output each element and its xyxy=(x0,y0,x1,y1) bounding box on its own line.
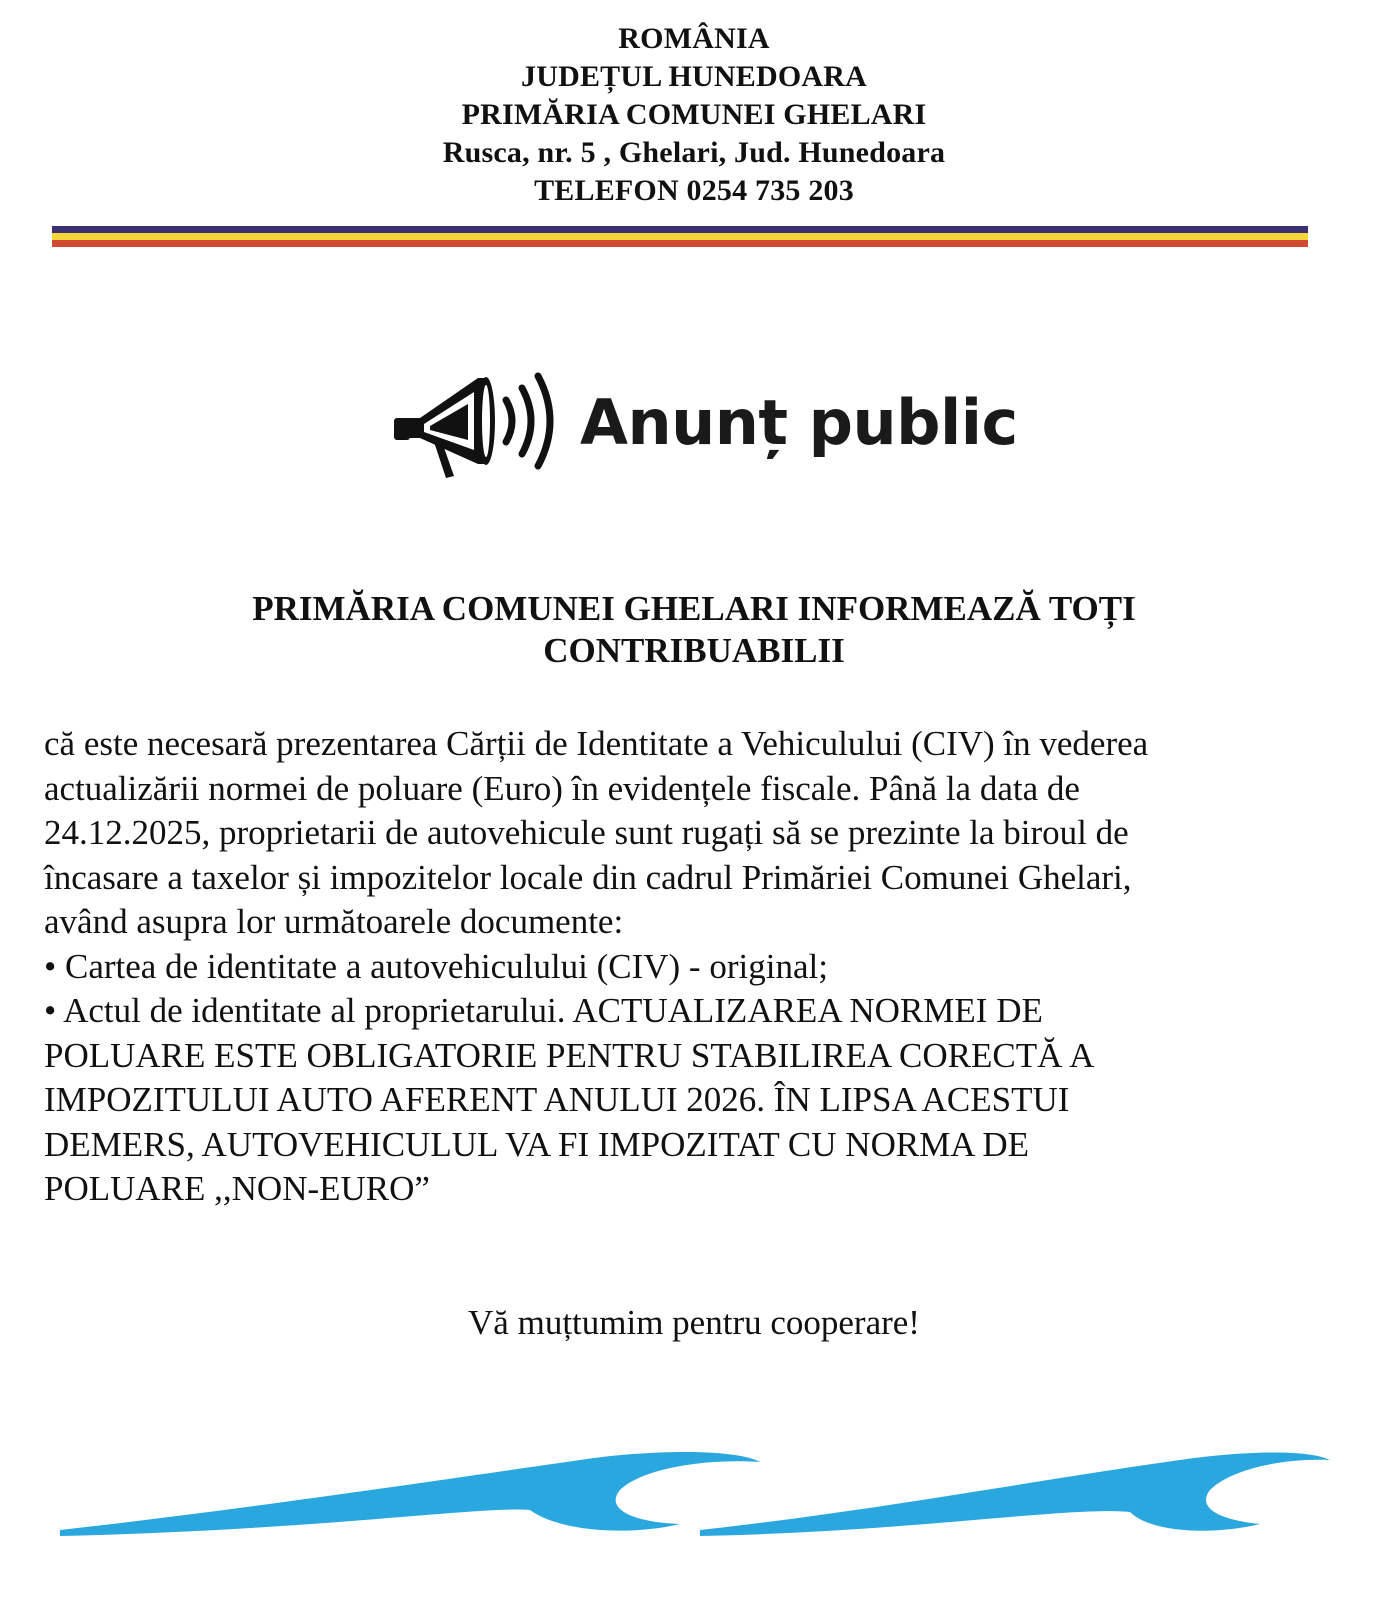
body-line: încasare a taxelor și impozitelor locale din cadrul Primăriei Comunei Ghelari, xyxy=(44,857,1132,897)
closing-thanks: Vă muțtumim pentru cooperare! xyxy=(468,1303,920,1342)
letterhead-institution: PRIMĂRIA COMUNEI GHELARI xyxy=(461,98,927,131)
tricolor-blue-stripe xyxy=(52,226,1308,233)
body-line: POLUARE ,,NON-EURO” xyxy=(44,1169,430,1208)
document-list-item: • Actul de identitate al proprietarului. ACTUALIZAREA NORMEI DE xyxy=(44,991,1043,1030)
body-line: actualizării normei de poluare (Euro) în evidențele fiscale. Până la data de xyxy=(44,768,1080,808)
body-line: având asupra lor următoarele documente: xyxy=(44,902,624,941)
tricolor-divider xyxy=(52,226,1308,247)
body-line: DEMERS, AUTOVEHICULUL VA FI IMPOZITAT CU NORMA DE xyxy=(44,1124,1030,1164)
letterhead-address: Rusca, nr. 5 , Ghelari, Jud. Hunedoara xyxy=(442,136,946,169)
public-announcement-logo xyxy=(394,368,1018,498)
body-line: 24.12.2025, proprietarii de autovehicule sunt rugați să se prezinte la biroul de xyxy=(44,813,1129,852)
body-line: POLUARE ESTE OBLIGATORIE PENTRU STABILIREA CORECTĂ A xyxy=(44,1035,1095,1075)
headline-line-2: CONTRIBUABILII xyxy=(543,631,845,670)
announcement-headline xyxy=(0,588,1388,672)
letterhead xyxy=(0,20,1388,210)
body-line: IMPOZITULUI AUTO AFERENT ANULUI 2026. ÎN LIPSA ACESTUI xyxy=(44,1080,1070,1119)
headline-line-1: PRIMĂRIA COMUNEI GHELARI INFORMEAZĂ TOȚI xyxy=(252,589,1136,628)
letterhead-county: JUDEȚUL HUNEDOARA xyxy=(521,60,867,93)
waves-icon xyxy=(60,1440,1360,1560)
body-line: că este necesară prezentarea Cărții de Identitate a Vehiculului (CIV) în vederea xyxy=(44,724,1149,763)
logo-text: Anunț public xyxy=(580,386,1018,459)
announcement-body xyxy=(44,722,1344,1212)
letterhead-country: ROMÂNIA xyxy=(618,22,770,55)
letterhead-phone: TELEFON 0254 735 203 xyxy=(534,174,854,207)
tricolor-yellow-stripe xyxy=(52,233,1308,240)
document-list-item: • Cartea de identitate a autovehiculului (CIV) - original; xyxy=(44,946,828,986)
megaphone-icon xyxy=(394,368,564,498)
tricolor-red-stripe xyxy=(52,240,1308,247)
